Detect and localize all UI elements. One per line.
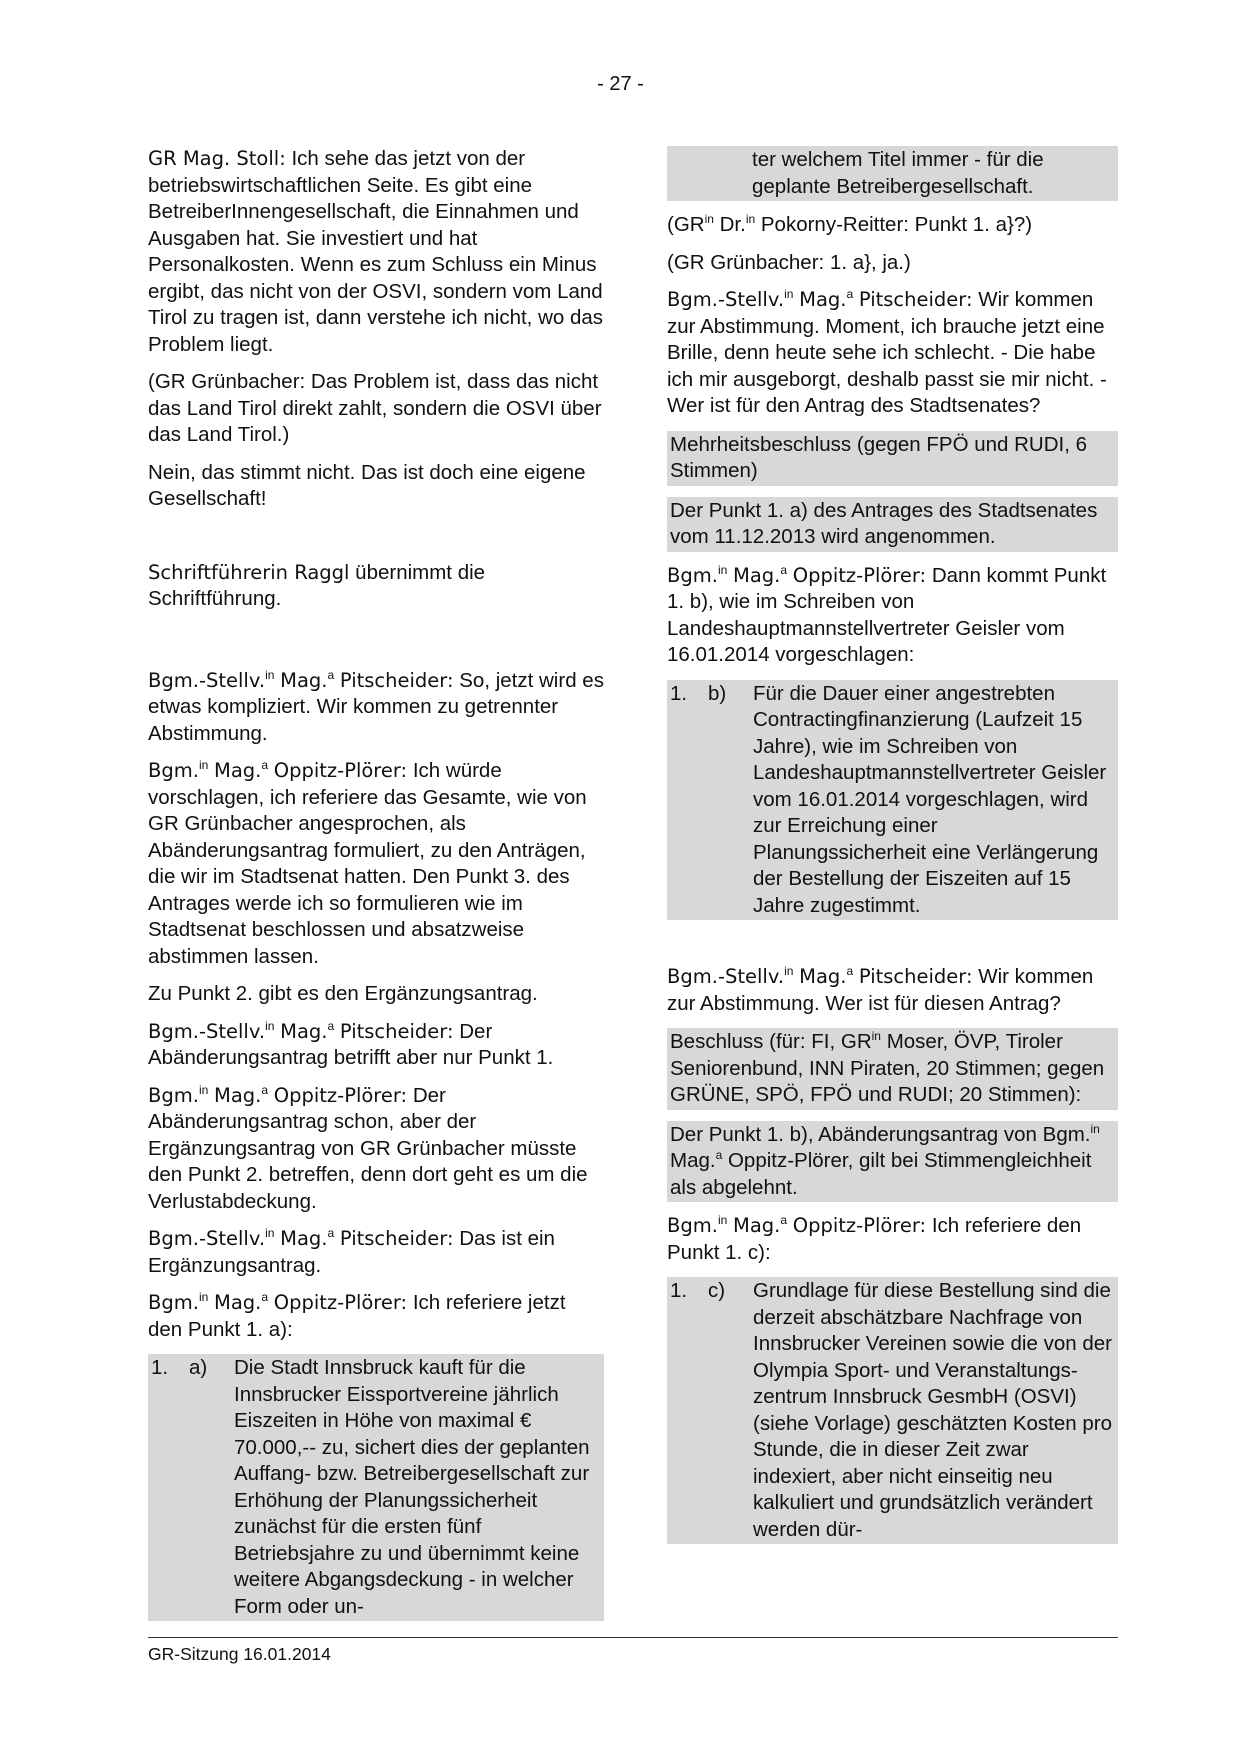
speaker: Mag.	[733, 563, 781, 587]
superscript: a	[846, 964, 854, 978]
speaker: Oppitz-Plörer:	[273, 1083, 408, 1107]
paragraph-pitscheider-3	[148, 1226, 604, 1279]
speaker: Oppitz-Plörer:	[273, 1291, 408, 1314]
paragraph-gruenbacher: (GR Grünbacher: 1. a}, ja.)	[667, 250, 911, 274]
paragraph-pitscheider-1	[148, 668, 604, 748]
speech-text: übernimmt die Schriftführung.	[148, 560, 486, 610]
item-text: Für die Dauer einer angestrebten Contractingfinanzierung (Laufzeit 15 Jahre), wie im Schreiben von Landeshauptmannstellvertreter Geisler vom 16.01.2014 vorgeschlagen, wird zur Erreichung einer Planungssicherheit eine Verlängerung der Bestellung der Eiszeiten auf 15 Jahre zugestimmt.	[753, 681, 1107, 917]
speaker: Oppitz-Plörer:	[273, 759, 408, 782]
superscript: in	[784, 287, 794, 301]
superscript: a	[715, 1148, 723, 1162]
superscript: in	[198, 1290, 209, 1304]
paragraph-oppitz-3	[148, 1290, 604, 1343]
text-fragment: Oppitz-Plörer, gilt bei Stimmengleichheit als abgelehnt.	[670, 1149, 1092, 1199]
superscript: in	[717, 1213, 728, 1227]
paragraph-pitscheider-5	[667, 964, 1118, 1017]
paragraph-oppitz-5	[667, 1213, 1118, 1266]
speaker: Bgm.	[667, 563, 718, 587]
speaker: Schriftführerin Raggl	[148, 560, 350, 584]
speaker: Pitscheider:	[858, 288, 973, 311]
right-column	[667, 146, 1118, 1555]
speech-text: Der Abänderungsantrag schon, aber der Ergänzungsantrag von GR Grünbacher müsste den Punkt 2. betreffen, denn dort geht es um die Verlustabdeckung.	[148, 1083, 588, 1213]
superscript: in	[265, 667, 275, 682]
paragraph-interjection: (GR Grünbacher: Das Problem ist, dass das nicht das Land Tirol direkt zahlt, sondern die OSVI über das Land Tirol.)	[148, 370, 602, 446]
speaker: Bgm.-Stellv.	[667, 288, 785, 311]
speaker: Bgm.-Stellv.	[148, 1227, 266, 1250]
item-text: Die Stadt Innsbruck kauft für die Innsbrucker Eissportvereine jährlich Eiszeiten in Höhe von maximal € 70.000,-- zu, sichert dies der geplanten Auffang- bzw. Betreibergesellschaft zur Erhöhung der Planungssicherheit zunächst für die ersten fünf Betriebsjahre zu und übernimmt keine weitere Abgangsdeckung - in welcher Form oder un-	[234, 1356, 590, 1618]
paragraph-reply: Nein, das stimmt nicht. Das ist doch eine eigene Gesellschaft!	[148, 460, 586, 510]
speaker: Bgm.	[148, 1291, 199, 1314]
item-letter: c)	[708, 1279, 726, 1302]
item-number: 1.	[151, 1356, 169, 1379]
speaker: Mag.	[799, 965, 847, 988]
paragraph-pitscheider-4	[667, 287, 1118, 420]
speaker: Bgm.	[667, 1214, 718, 1237]
text-fragment: Moser, ÖVP, Tiroler Seniorenbund, INN Piraten, 20 Stimmen; gegen GRÜNE, SPÖ, FPÖ und RUDI; 20 Stimmen):	[670, 1030, 1105, 1106]
item-letter: b)	[708, 681, 727, 705]
text-fragment: Der Punkt 1. b), Abänderungsantrag von Bgm.	[670, 1122, 1091, 1146]
speaker: Pitscheider:	[858, 965, 973, 988]
speaker: Mag.	[214, 1291, 262, 1314]
paragraph-pitscheider-2	[148, 1019, 604, 1072]
speaker: Mag.	[280, 668, 328, 692]
left-column	[148, 146, 604, 1632]
paragraph-stoll	[148, 146, 604, 358]
resolution-vote	[667, 1028, 1118, 1110]
superscript: in	[198, 758, 209, 772]
superscript: in	[1090, 1121, 1100, 1136]
speaker: Oppitz-Plörer:	[792, 1214, 927, 1237]
speaker: Pitscheider:	[339, 1019, 454, 1043]
speaker: Bgm.	[148, 1083, 199, 1107]
superscript: a	[846, 287, 854, 301]
speech-text: Wir kommen zur Abstimmung. Wer ist für diesen Antrag?	[667, 965, 1094, 1015]
superscript: in	[717, 562, 728, 577]
superscript: in	[704, 212, 714, 226]
text-fragment: (GR	[667, 213, 705, 236]
speaker: Bgm.	[148, 759, 199, 782]
paragraph-note-raggl	[148, 560, 604, 613]
speaker: Mag.	[733, 1214, 781, 1237]
text-fragment: Mag.	[670, 1149, 716, 1172]
speech-text: Dann kommt Punkt 1. b), wie im Schreiben von Landeshauptmannstellvertreter Geisler vom 16.01.2014 vorgeschlagen:	[667, 563, 1107, 666]
item-number: 1.	[670, 681, 688, 705]
paragraph-oppitz-4	[667, 563, 1118, 669]
speech-text: Ich sehe das jetzt von der betriebswirtschaftlichen Seite. Es gibt eine BetreiberInnengesellschaft, die Einnahmen und Ausgaben hat. Sie investiert und hat Personalkosten. Wenn es zum Schluss ein Minus ergibt, das nicht von der OSVI, sondern vom Land Tirol zu tragen ist, dann verstehe ich nicht, wo das Problem liegt.	[148, 147, 604, 356]
text-fragment: Dr.	[719, 213, 746, 236]
superscript: a	[261, 1082, 269, 1097]
speech-text: Ich referiere den Punkt 1. c):	[667, 1214, 1082, 1264]
superscript: in	[265, 1226, 275, 1240]
superscript: in	[784, 964, 794, 978]
superscript: a	[327, 1226, 335, 1240]
speech-text: Der Abänderungsantrag betrifft aber nur Punkt 1.	[148, 1019, 554, 1069]
speaker: Mag.	[214, 759, 262, 782]
speech-text: Das ist ein Ergänzungsantrag.	[148, 1227, 555, 1277]
resolution-result-1a: Der Punkt 1. a) des Antrages des Stadtsenates vom 11.12.2013 wird angenommen.	[667, 497, 1118, 552]
superscript: a	[327, 667, 335, 682]
footer-divider	[148, 1637, 1118, 1638]
superscript: in	[265, 1018, 275, 1033]
speaker: Oppitz-Plörer:	[792, 563, 927, 587]
superscript: a	[780, 562, 788, 577]
speaker: Bgm.-Stellv.	[148, 668, 266, 692]
speaker: Mag.	[280, 1019, 328, 1043]
motion-item-1a-continued: ter welchem Titel immer - für die geplante Betreibergesellschaft.	[667, 146, 1118, 201]
text-fragment: Pokorny-Reitter: Punkt 1. a}?)	[760, 213, 1033, 236]
superscript: a	[261, 1290, 269, 1304]
speaker: Mag.	[799, 288, 847, 311]
resolution-majority: Mehrheitsbeschluss (gegen FPÖ und RUDI, 6 Stimmen)	[667, 431, 1118, 486]
superscript: a	[261, 758, 269, 772]
superscript: a	[327, 1018, 335, 1033]
page-number: - 27 -	[597, 73, 644, 95]
speech-text: So, jetzt wird es etwas kompliziert. Wir kommen zu getrennter Abstimmung.	[148, 668, 604, 745]
speaker: Pitscheider:	[339, 668, 454, 692]
speaker: Mag.	[214, 1083, 262, 1107]
paragraph-oppitz-1	[148, 758, 604, 970]
footer-text: GR-Sitzung 16.01.2014	[148, 1644, 331, 1664]
speaker: Pitscheider:	[339, 1227, 454, 1250]
superscript: a	[780, 1213, 788, 1227]
speaker: Bgm.-Stellv.	[667, 965, 785, 988]
paragraph-oppitz-2	[148, 1083, 604, 1216]
motion-item-1a	[148, 1354, 604, 1621]
paragraph-ergaenzung: Zu Punkt 2. gibt es den Ergänzungsantrag.	[148, 982, 538, 1005]
speech-text: Ich referiere jetzt den Punkt 1. a):	[148, 1291, 566, 1341]
item-letter: a)	[189, 1356, 208, 1379]
text-fragment: Beschluss (für: FI, GR	[670, 1030, 872, 1053]
superscript: in	[745, 212, 756, 226]
superscript: in	[198, 1082, 209, 1097]
speech-text: Wir kommen zur Abstimmung. Moment, ich brauche jetzt eine Brille, denn heute sehe ich schlecht. - Die habe ich mir ausgeborgt, deshalb passt sie mir nicht. - Wer ist für den Antrag des Stadtsenates?	[667, 288, 1107, 417]
speaker: Mag.	[280, 1227, 328, 1250]
paragraph-pokorny	[667, 212, 1118, 239]
motion-item-1c	[667, 1277, 1118, 1544]
speaker: Bgm.-Stellv.	[148, 1019, 266, 1043]
item-text: Grundlage für diese Bestellung sind die derzeit abschätzbare Nachfrage von Innsbrucker Vereinen sowie die von der Olympia Sport- und Veranstaltungs-zentrum Innsbruck GesmbH (OSVI) (siehe Vorlage) geschätzten Kosten pro Stunde, die in dieser Zeit zwar indexiert, aber nicht einseitig neu kalkuliert und grundsätzlich verändert werden dür-	[753, 1279, 1112, 1541]
speaker: GR Mag. Stoll:	[148, 147, 286, 170]
superscript: in	[871, 1029, 881, 1043]
item-number: 1.	[670, 1279, 688, 1302]
resolution-result-1b	[667, 1121, 1118, 1203]
speech-text: Ich würde vorschlagen, ich referiere das Gesamte, wie von GR Grünbacher angesprochen, als Abänderungsantrag formuliert, zu den Anträgen, die wir im Stadtsenat hatten. Den Punkt 3. des Antrages werde ich so formulieren wie im Stadtsenat beschlossen und absatzweise abstimmen lassen.	[148, 759, 587, 968]
motion-item-1b	[667, 680, 1118, 921]
